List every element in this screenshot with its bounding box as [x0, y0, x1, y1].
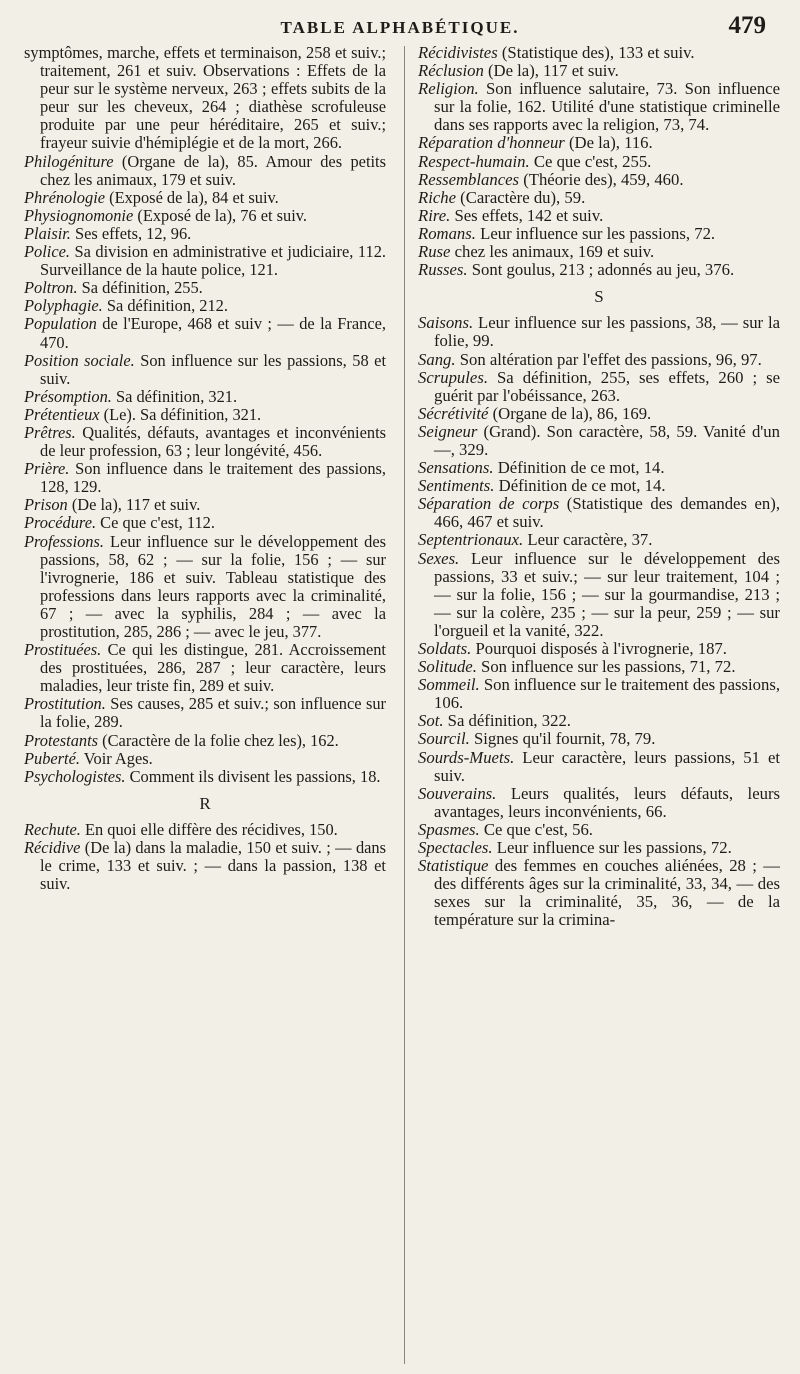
index-entry: [24, 297, 386, 315]
index-term: Ressemblances: [418, 169, 520, 189]
index-entry-text: Son influence dans le traitement des passions, 128, 129.: [40, 459, 386, 497]
index-entry: [24, 279, 386, 297]
index-term: Phrénologie: [24, 187, 106, 207]
index-entry: [24, 750, 386, 768]
index-term: Physiognomonie: [24, 205, 134, 225]
index-entry: [418, 676, 780, 712]
index-entry-text: Leur influence sur les passions, 38, — sur la folie, 99.: [434, 313, 780, 351]
index-entry-text: Voir Ages.: [79, 748, 153, 768]
index-entry-text: de l'Europe, 468 et suiv ; — de la France, 470.: [40, 314, 386, 352]
index-entry: [418, 405, 780, 423]
index-entry-text: (Exposé de la), 76 et suiv.: [133, 205, 307, 225]
index-entry: [418, 531, 780, 549]
index-term: Religion.: [418, 79, 479, 99]
index-entry: [24, 768, 386, 786]
page-number: 479: [728, 12, 766, 39]
index-entry-text: des femmes en couches aliénées, 28 ; — des différents âges sur la criminalité, 33, 34, — des sexes sur la criminalité, 35, 36, — de la température sur la crimina-: [434, 856, 780, 930]
index-entry-text: Ses effets, 142 et suiv.: [450, 205, 604, 225]
index-entry-text: (De la), 117 et suiv.: [67, 495, 201, 515]
index-entry-text: Son influence sur les passions, 71, 72.: [476, 657, 736, 677]
index-entry: [418, 62, 780, 80]
index-entry: [24, 315, 386, 351]
index-term: Rechute.: [24, 819, 81, 839]
index-entry: [418, 369, 780, 405]
index-term: Séparation de corps: [418, 494, 560, 514]
running-head: [0, 12, 800, 46]
index-entry-text: Sa définition, 322.: [443, 711, 571, 731]
index-entry-text: Son influence sur les passions, 58 et suiv.: [40, 350, 386, 388]
index-entry-text: (De la) dans la maladie, 150 et suiv. ; — dans le crime, 133 et suiv. ; — dans la passion, 138 et suiv.: [40, 838, 386, 894]
index-entry-text: (De la), 117 et suiv.: [483, 61, 619, 81]
index-entry-text: Sa définition, 212.: [102, 296, 228, 316]
index-entry-text: Leur influence sur les passions, 72.: [475, 223, 716, 243]
index-term: Russes.: [418, 260, 468, 280]
index-term: Scrupules.: [418, 367, 488, 387]
index-term: Psychologistes.: [24, 766, 126, 786]
index-entry: [24, 695, 386, 731]
index-entry-text: (Exposé de la), 84 et suiv.: [105, 187, 279, 207]
index-entry: [418, 477, 780, 495]
index-term: Protestants: [24, 730, 99, 750]
index-entry: [418, 658, 780, 676]
index-entry: [24, 839, 386, 893]
index-entry-text: Ses causes, 285 et suiv.; son influence sur la folie, 289.: [40, 694, 386, 732]
index-entry-text: symptômes, marche, effets et terminaison, 258 et suiv.; traitement, 261 et suiv. Observations : Effets de la peur sur le système nerveux, 263 ; effets subits de la peur sur les cheveux, 264 ; diathèse scrofuleuse produite par une peur héréditaire, 265 et suiv.; frayeur suivie d'hémiplégie et de la mort, 266.: [24, 43, 386, 153]
index-term: Sang.: [418, 349, 456, 369]
index-term: Soldats.: [418, 639, 472, 658]
index-entry: [418, 821, 780, 839]
index-entry-text: (Organe de la), 86, 169.: [488, 403, 652, 423]
index-entry-text: (Grand). Son caractère, 58, 59. Vanité d'un —, 329.: [434, 421, 780, 459]
index-term: Prostituées.: [24, 640, 102, 660]
index-entry: [418, 207, 780, 225]
index-term: Philogéniture: [24, 151, 114, 171]
index-entry-text: Leurs qualités, leurs défauts, leurs avantages, leurs inconvénients, 66.: [434, 783, 780, 821]
index-entry: [418, 261, 780, 279]
index-entry-text: Sa définition, 255, ses effets, 260 ; se guérit par l'obéissance, 263.: [434, 367, 780, 405]
index-term: Récidive: [24, 838, 81, 858]
index-entry: [418, 640, 780, 658]
index-entry: [24, 207, 386, 225]
index-term: Prétentieux: [24, 404, 100, 424]
index-entry-text: Son influence sur le traitement des passions, 106.: [434, 675, 780, 713]
index-entry: [418, 459, 780, 477]
index-entry: [24, 44, 386, 153]
index-term: Seigneur: [418, 421, 478, 441]
index-entry: [418, 712, 780, 730]
index-term: Prostitution.: [24, 694, 106, 714]
index-term: Réparation d'honneur: [418, 133, 565, 153]
index-entry: [24, 514, 386, 532]
section-letter: S: [594, 287, 604, 307]
index-term: Professions.: [24, 531, 104, 551]
index-entry: [418, 225, 780, 243]
index-term: Police.: [24, 242, 70, 262]
index-entry: [418, 730, 780, 748]
index-term: Procédure.: [24, 513, 97, 533]
index-entry: [24, 460, 386, 496]
index-entry-text: Ses effets, 12, 96.: [70, 223, 192, 243]
index-entry-text: Définition de ce mot, 14.: [493, 458, 665, 478]
index-term: Plaisir.: [24, 223, 71, 243]
index-entry-text: (Organe de la), 85. Amour des petits chez les animaux, 179 et suiv.: [40, 151, 386, 189]
index-entry: [418, 857, 780, 929]
page-header-title: TABLE ALPHABÉTIQUE.: [280, 18, 520, 37]
index-entry-text: Comment ils divisent les passions, 18.: [125, 766, 381, 786]
index-entry-text: Ce que c'est, 56.: [479, 819, 593, 839]
index-entry-text: (Statistique des), 133 et suiv.: [497, 43, 695, 62]
index-term: Rire.: [418, 205, 451, 225]
index-entry: [418, 351, 780, 369]
index-term: Spasmes.: [418, 819, 480, 839]
index-entry: [418, 153, 780, 171]
index-term: Sécrétivité: [418, 403, 489, 423]
index-term: Sot.: [418, 711, 444, 731]
index-entry-text: Ce que c'est, 112.: [96, 513, 215, 533]
index-entry: [24, 732, 386, 750]
index-entry-text: Leur influence sur le développement des passions, 58, 62 ; — sur la folie, 156 ; — sur l'ivrognerie, 186 et suiv. Tableau statistique des professions dans leurs rapports avec la criminalité, 67 ; — avec la syphilis, 284 ; — avec la prostitution, 285, 286 ; — avec le jeu, 377.: [40, 531, 386, 641]
index-term: Réclusion: [418, 61, 484, 81]
index-entry-text: Leur caractère, leurs passions, 51 et suiv.: [434, 747, 780, 785]
index-entry-text: Leur influence sur le développement des passions, 33 et suiv.; — sur leur traitement, 104 ; — sur la folie, 156 ; — sur la gourmandise, 213 ; — sur la colère, 235 ; — sur la peur, 259 ; — sur l'orgueil et la vanité, 322.: [434, 548, 780, 640]
index-entry: [418, 134, 780, 152]
index-term: Poltron.: [24, 278, 78, 298]
index-term: Saisons.: [418, 313, 474, 333]
index-entry: [24, 153, 386, 189]
index-term: Récidivistes: [418, 43, 498, 62]
index-entry-text: Leur influence sur les passions, 72.: [492, 838, 732, 858]
index-term: Prière.: [24, 459, 70, 479]
index-term: Ruse: [418, 242, 451, 262]
index-entry: [24, 243, 386, 279]
index-entry-text: (Théorie des), 459, 460.: [519, 169, 684, 189]
index-entry-text: Sont goulus, 213 ; adonnés au jeu, 376.: [467, 260, 735, 280]
index-term: Solitude.: [418, 657, 477, 677]
index-entry: [24, 225, 386, 243]
index-term: Sensations.: [418, 458, 494, 478]
index-term: Riche: [418, 187, 456, 207]
index-entry: [24, 352, 386, 388]
index-term: Spectacles.: [418, 838, 493, 858]
section-letter: R: [199, 793, 211, 813]
index-entry: [24, 821, 386, 839]
index-entry: [418, 243, 780, 261]
index-entry: [418, 314, 780, 350]
column-divider: [404, 46, 405, 1364]
index-term: Prêtres.: [24, 422, 76, 442]
index-entry: [418, 80, 780, 134]
index-entry-text: Signes qu'il fournit, 78, 79.: [469, 729, 656, 749]
index-entry-text: Son altération par l'effet des passions, 96, 97.: [455, 349, 762, 369]
index-term: Sexes.: [418, 548, 460, 568]
right-column: [418, 44, 780, 930]
index-entry: [24, 496, 386, 514]
index-entry-text: Sa définition, 321.: [111, 386, 238, 406]
index-term: Population: [24, 314, 97, 334]
index-entry-text: (Le). Sa définition, 321.: [99, 404, 262, 424]
index-entry-text: Sa définition, 255.: [77, 278, 203, 298]
index-entry-text: Ce qui les distingue, 281. Accroissement des prostituées, 286, 287 ; leur caractère, leurs maladies, leur triste fin, 289 et suiv.: [40, 640, 386, 696]
index-entry-text: Sa division en administrative et judiciaire, 112. Surveillance de la haute police, 121.: [40, 242, 386, 280]
index-entry: [24, 406, 386, 424]
index-entry-text: chez les animaux, 169 et suiv.: [450, 242, 655, 262]
index-entry: [418, 785, 780, 821]
index-entry-text: (Statistique des demandes en), 466, 467 et suiv.: [434, 494, 781, 532]
index-entry: [24, 388, 386, 406]
left-column: [24, 44, 386, 893]
index-term: Prison: [24, 495, 68, 515]
index-entry: [418, 423, 780, 459]
index-entry: [418, 550, 780, 640]
index-entry: [24, 533, 386, 642]
index-term: Position sociale.: [24, 350, 135, 370]
index-entry: [418, 189, 780, 207]
index-term: Polyphagie.: [24, 296, 103, 316]
index-entry-text: Qualités, défauts, avantages et inconvénients de leur profession, 63 ; leur longévité, 456.: [40, 422, 386, 461]
index-entry-text: En quoi elle diffère des récidives, 150.: [80, 819, 338, 839]
index-entry-text: (Caractère du), 59.: [456, 187, 586, 207]
index-entry: [24, 424, 386, 460]
index-entry-text: Pourquoi disposés à l'ivrognerie, 187.: [471, 639, 727, 658]
index-term: Romans.: [418, 223, 476, 243]
index-entry-text: Ce que c'est, 255.: [529, 151, 652, 171]
index-entry: [418, 44, 780, 62]
index-term: Sourcil.: [418, 729, 470, 749]
index-entry-text: Définition de ce mot, 14.: [494, 476, 666, 496]
index-entry-text: (Caractère de la folie chez les), 162.: [98, 730, 339, 750]
index-term: Présomption.: [24, 386, 112, 406]
index-entry: [418, 495, 780, 531]
index-entry-text: (De la), 116.: [564, 133, 653, 153]
index-term: Septentrionaux.: [418, 530, 524, 550]
index-entry: [24, 641, 386, 695]
index-entry: [418, 839, 780, 857]
index-entry-text: Son influence salutaire, 73. Son influence sur la folie, 162. Utilité d'une statistique criminelle dans ses rapports avec la religion, 73, 74.: [434, 79, 780, 135]
index-term: Sourds-Muets.: [418, 747, 515, 767]
index-entry: [418, 749, 780, 785]
index-entry: [24, 189, 386, 207]
index-term: Statistique: [418, 856, 489, 876]
index-term: Puberté.: [24, 748, 80, 768]
index-term: Sommeil.: [418, 675, 480, 695]
index-term: Sentiments.: [418, 476, 495, 496]
index-entry: [418, 171, 780, 189]
index-entry-text: Leur caractère, 37.: [523, 530, 653, 550]
index-term: Souverains.: [418, 783, 497, 803]
index-term: Respect-humain.: [418, 151, 530, 171]
